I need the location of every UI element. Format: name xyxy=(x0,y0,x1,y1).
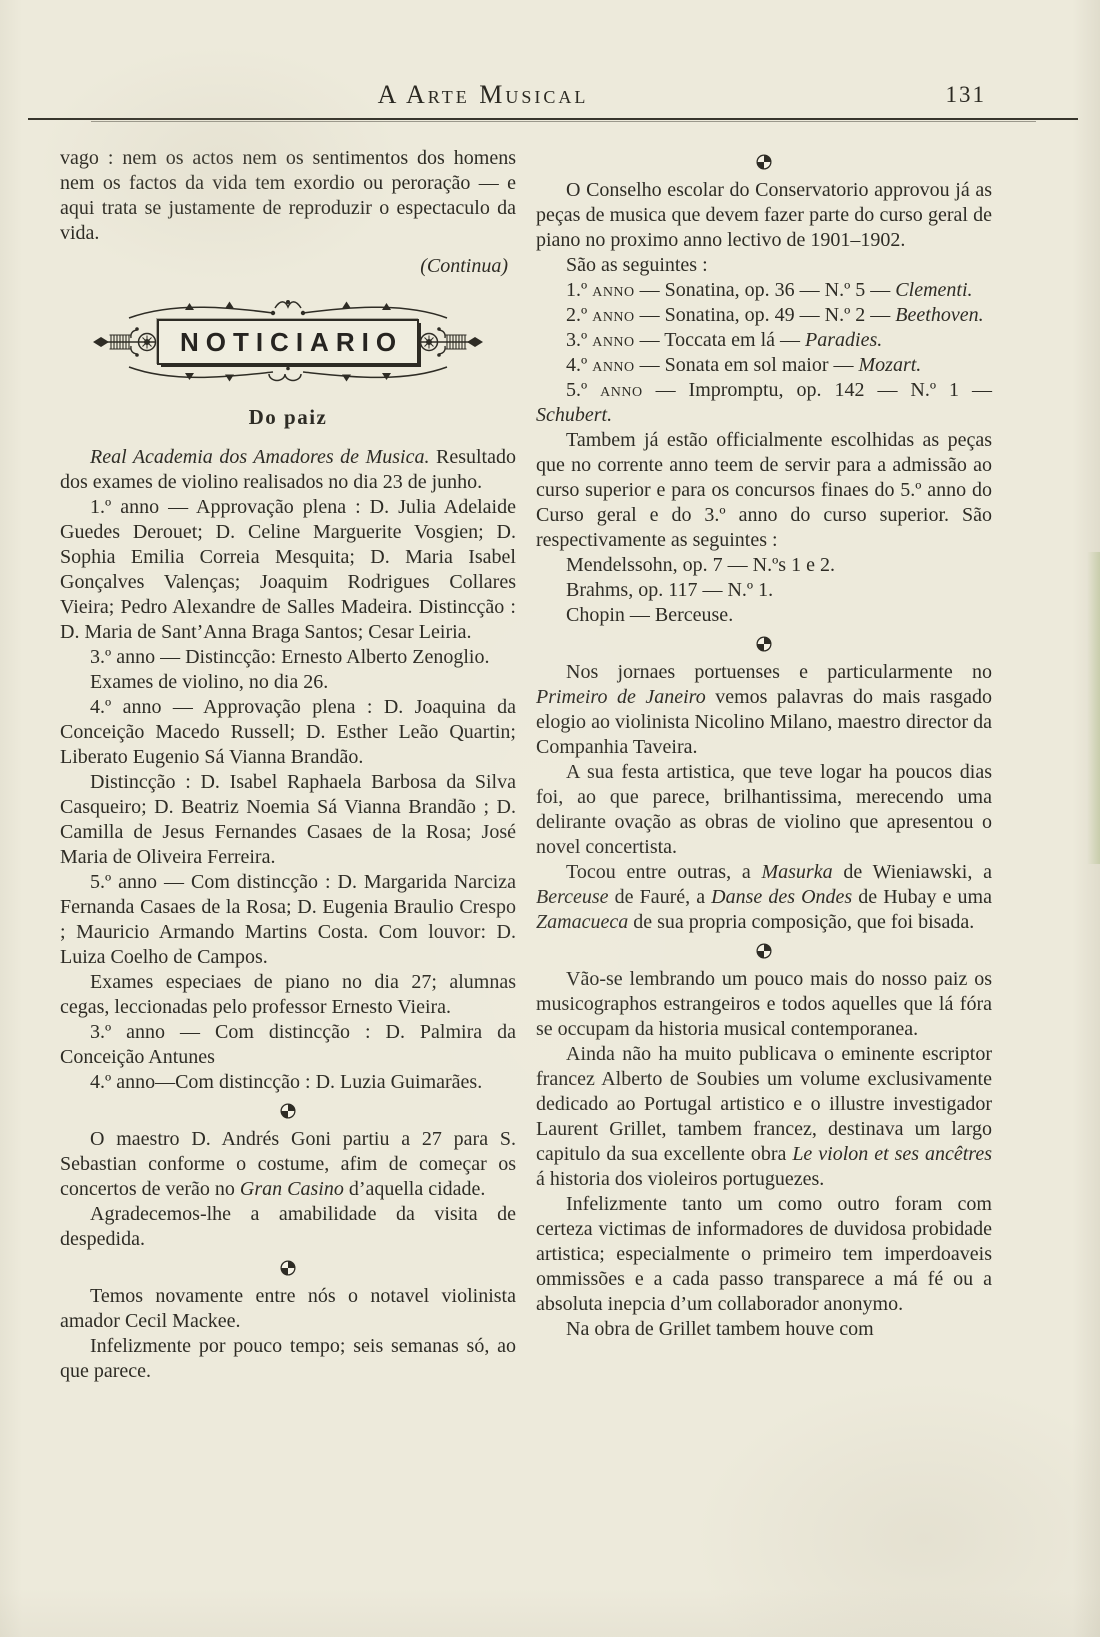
banner-title: NOTICIARIO xyxy=(157,319,419,365)
paragraph: Exames de violino, no dia 26. xyxy=(90,671,329,693)
paragraph: Tambem já estão officialmente escolhidas as peças que no corrente anno teem de servir para a admissão ao curso superior e para os concursos finaes do 5.º anno do Curso geral e do 3.º anno do curso superior. São respectivamente as seguintes : xyxy=(536,429,992,551)
paragraph: Tocou entre outras, a Masurka de Wieniawski, a Berceuse de Fauré, a Danse des Ondes de Hubay e uma Zamacueca de sua propria composição, que foi bisada. xyxy=(536,861,993,933)
paragraph: Ainda não ha muito publicava o eminente escriptor francez Alberto de Soubies um volume exclusivamente dedicado ao Portugal artistico e o illustre investigador Laurent Grillet, tambem francez, destinava um largo capitulo da sua excellente obra Le violon et ses ancêtres á historia dos violeiros portuguezes. xyxy=(536,1043,992,1190)
paragraph: Na obra de Grillet tambem houve com xyxy=(566,1318,874,1340)
two-column-text-body xyxy=(60,146,992,1384)
paragraph: vago : nem os actos nem os sentimentos dos homens nem os factos da vida tem exordio ou peroração — e aqui trata se justamente de reproduzir o espectaculo da vida. xyxy=(60,147,516,244)
fleuron-divider xyxy=(536,154,992,170)
banner-side-ornament-icon xyxy=(419,322,483,362)
paragraph: 3.º anno — Toccata em lá — Paradies. xyxy=(566,329,883,351)
paragraph: Vão-se lembrando um pouco mais do nosso paiz os musicographos estrangeiros e todos aquelles que lá fóra se occupam da historia musical contemporanea. xyxy=(536,968,992,1040)
scan-edge-green-tint xyxy=(1087,552,1100,864)
paragraph: Infelizmente por pouco tempo; seis semanas só, ao que parece. xyxy=(60,1335,516,1382)
paragraph: Distincção : D. Isabel Raphaela Barbosa da Silva Casqueiro; D. Beatriz Noemia Sá Vianna Brandão ; D. Camilla de Jesus Fernandes Casaes de la Rosa; José Maria de Oliveira Ferreira. xyxy=(60,771,516,868)
paragraph: 5.º anno — Com distincção : D. Margarida Narciza Fernanda Casaes de la Rosa; D. Eugenia Braulio Crespo ; Mauricio Armando Martins Costa. Com louvor: D. Luiza Coelho de Campos. xyxy=(60,871,516,968)
paragraph: São as seguintes : xyxy=(566,254,708,276)
continuation-note: (Continua) xyxy=(420,255,508,277)
section-heading: Do paiz xyxy=(248,405,328,429)
paragraph: O maestro D. Andrés Goni partiu a 27 para S. Sebastian conforme o costume, afim de começar os concertos de verão no Gran Casino d’aquella cidade. xyxy=(60,1128,516,1200)
fleuron-icon xyxy=(756,636,772,652)
paragraph: 2.º anno — Sonatina, op. 49 — N.º 2 — Beethoven. xyxy=(566,304,984,326)
paragraph: 1.º anno — Sonatina, op. 36 — N.º 5 — Clementi. xyxy=(566,279,973,301)
paragraph: Real Academia dos Amadores de Musica. Resultado dos exames de violino realisados no dia 23 de junho. xyxy=(60,446,516,493)
paragraph: Mendelssohn, op. 7 — N.ºs 1 e 2. xyxy=(566,554,835,576)
paragraph: 5.º anno — Impromptu, op. 142 — N.º 1 — Schubert. xyxy=(536,379,992,426)
fleuron-divider xyxy=(60,1260,516,1276)
left-column xyxy=(60,146,516,1384)
paragraph: Infelizmente tanto um como outro foram com certeza victimas de informadores de duvidosa probidade artistica; especialmente o primeiro tem imperdoaveis ommissões e a cada passo transparece a má fé ou a absoluta inepcia d’um collaborador anonymo. xyxy=(536,1193,992,1315)
paragraph: Exames especiaes de piano no dia 27; alumnas cegas, leccionadas pelo professor Ernesto Vieira. xyxy=(60,971,516,1018)
paragraph: 1.º anno — Approvação plena : D. Julia Adelaide Guedes Derouet; D. Celine Marguerite Vosgien; D. Sophia Emilia Correia Mesquita; D. Maria Isabel Gonçalves Valenças; Joaquim Rodrigues Collares Vieira; Pedro Alexandre de Salles Madeira. Distincção : D. Maria de Sant’Anna Braga Santos; Cesar Leiria. xyxy=(60,496,516,643)
right-column xyxy=(536,146,992,1384)
paragraph: 3.º anno — Distincção: Ernesto Alberto Zenoglio. xyxy=(90,646,490,668)
paragraph: Agradecemos-lhe a amabilidade da visita de despedida. xyxy=(60,1203,516,1250)
paragraph: 4.º anno—Com distincção : D. Luzia Guimarães. xyxy=(90,1071,483,1093)
fleuron-divider xyxy=(536,636,992,652)
paragraph: 4.º anno — Approvação plena : D. Joaquina da Conceição Macedo Russell; D. Esther Leão Quartin; Liberato Eugenio Sá Vianna Brandão. xyxy=(60,696,516,768)
fleuron-icon xyxy=(756,154,772,170)
header-rule xyxy=(28,118,1078,120)
fleuron-icon xyxy=(756,943,772,959)
paragraph: A sua festa artistica, que teve logar ha poucos dias foi, ao que parece, brilhantissima, merecendo uma delirante ovação as obras de violino que apresentou o novel concertista. xyxy=(536,761,992,858)
paragraph: Nos jornaes portuenses e particularmente no Primeiro de Janeiro vemos palavras do mais rasgado elogio ao violinista Nicolino Milano, maestro director da Companhia Taveira. xyxy=(536,661,992,758)
noticiario-banner xyxy=(60,295,516,387)
paragraph: Temos novamente entre nós o notavel violinista amador Cecil Mackee. xyxy=(60,1285,516,1332)
paragraph: O Conselho escolar do Conservatorio approvou já as peças de musica que devem fazer parte do curso geral de piano no proximo anno lectivo de 1901–1902. xyxy=(536,179,992,251)
paragraph: 4.º anno — Sonata em sol maior — Mozart. xyxy=(566,354,922,376)
page-number: 131 xyxy=(945,82,986,107)
paragraph: 3.º anno — Com distincção : D. Palmira da Conceição Antunes xyxy=(60,1021,516,1068)
banner-side-ornament-icon xyxy=(93,322,157,362)
banner-bottom-flourish-icon xyxy=(123,365,453,387)
fleuron-icon xyxy=(280,1103,296,1119)
fleuron-divider xyxy=(60,1103,516,1119)
banner-top-flourish-icon xyxy=(123,295,453,319)
paragraph: Brahms, op. 117 — N.º 1. xyxy=(566,579,774,601)
journal-title: A Arte Musical xyxy=(377,80,589,109)
fleuron-icon xyxy=(280,1260,296,1276)
fleuron-divider xyxy=(536,943,992,959)
paragraph: Chopin — Berceuse. xyxy=(566,604,734,626)
